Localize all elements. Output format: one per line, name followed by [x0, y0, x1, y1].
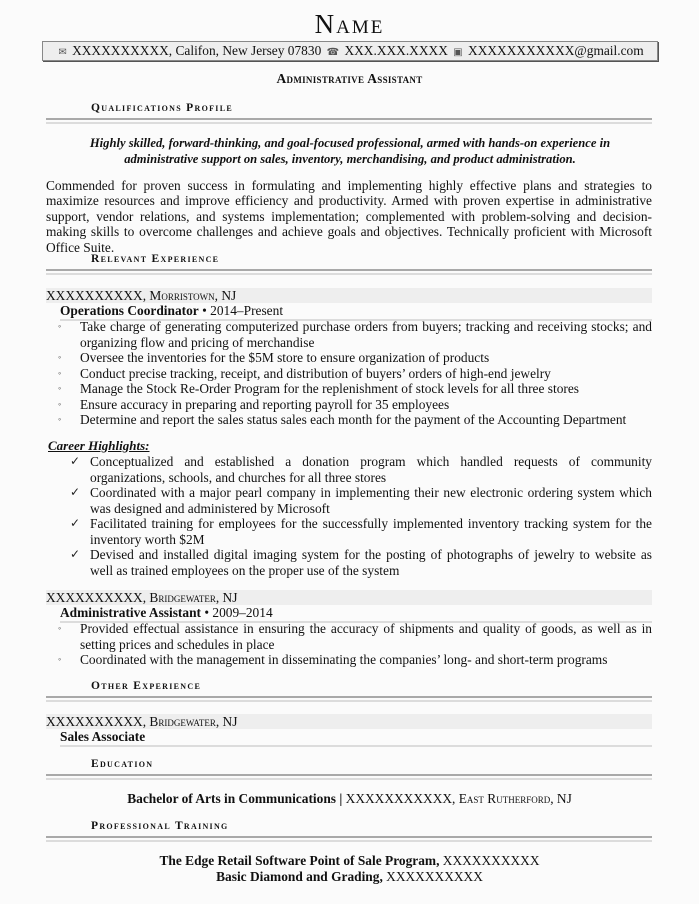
- checkmark-icon: ✓: [70, 516, 81, 530]
- list-item: ◦ Coordinated with the management in disseminating the companies’ long- and short-term programs: [58, 652, 608, 667]
- list-item: ◦ Manage the Stock Re-Order Program for the replenishment of stock levels for all three stores: [58, 381, 580, 396]
- list-item: ✓ Devised and installed digital imaging system for the posting of photographs of jewelry to website as well as trained employees on the proper use of the system: [70, 547, 652, 578]
- company-name: XXXXXXXXXX,: [46, 288, 147, 303]
- job-title: Administrative Assistant: [276, 71, 423, 86]
- company-header: [46, 590, 652, 605]
- list-item: ◦ Ensure accuracy in preparing and reporting payroll for 35 employees: [58, 396, 450, 412]
- checkmark-icon: ✓: [70, 547, 81, 561]
- company-location: Morristown, NJ: [149, 288, 237, 303]
- duties-list: [46, 621, 652, 668]
- company-name: XXXXXXXXXX,: [46, 714, 147, 729]
- role-title: Operations Coordinator: [60, 303, 199, 318]
- contact-email[interactable]: XXXXXXXXXXX@gmail.com: [468, 43, 644, 58]
- training-provider: XXXXXXXXXX: [442, 853, 540, 868]
- degree: Bachelor of Arts in Communications: [127, 791, 336, 806]
- role-dates: • 2014–Present: [202, 303, 284, 318]
- company-header: [46, 288, 652, 303]
- section-rule: [46, 836, 652, 842]
- home-icon: ✉: [58, 47, 67, 58]
- role-title: Administrative Assistant: [60, 605, 201, 620]
- role-dates: • 2009–2014: [204, 605, 273, 620]
- list-item: ◦ Oversee the inventories for the $5M store to ensure organization of products: [58, 350, 490, 365]
- company-header: [46, 714, 652, 729]
- section-rule: [46, 774, 652, 780]
- list-item: ✓ Conceptualized and established a donation program which handled requests of community organizations, schools, and churches for all three stores: [70, 454, 652, 485]
- list-item: ◦ Determine and report the sales status sales each month for the payment of the Accounting Department: [58, 412, 627, 427]
- section-heading-professional-training: Professional Training: [91, 820, 229, 832]
- checkmark-icon: ✓: [70, 485, 81, 499]
- bullet-icon: ◦: [58, 414, 62, 424]
- bullet-icon: ◦: [58, 352, 62, 362]
- list-item: ◦ Provided effectual assistance in ensuring the accuracy of shipments and quality of goods, as well as in setting prices and schedules in place: [58, 621, 652, 652]
- training-entry: [0, 853, 699, 869]
- training-provider: XXXXXXXXXX: [386, 869, 483, 884]
- school-name: XXXXXXXXXXX,: [345, 791, 456, 806]
- role-line: [60, 729, 652, 747]
- duties-list: [46, 319, 652, 428]
- checkmark-icon: ✓: [70, 454, 81, 468]
- separator: |: [339, 791, 343, 806]
- list-item: ✓ Coordinated with a major pearl company in implementing their new electronic ordering system which was designed and administered by Microsoft: [70, 485, 652, 516]
- email-icon: ▣: [453, 47, 463, 58]
- section-heading-relevant-experience: Relevant Experience: [91, 253, 220, 265]
- profile-summary: Commended for proven success in formulating and implementing highly effective plans and strategies to maximize resources and improve efficiency and productivity. Armed with proven expertise in administrative support, vendor relations, and systems implementation; complemented with problem-solving and decision-making skills to overcome challenges and achieve goals and objectives. Technically proficient with Microsoft Office Suite.: [46, 178, 652, 255]
- section-rule: [46, 118, 652, 124]
- list-item: ◦ Conduct precise tracking, receipt, and distribution of buyers’ orders of high-end jewelry: [58, 365, 551, 381]
- training-name: The Edge Retail Software Point of Sale Program,: [159, 853, 440, 868]
- company-location: Bridgewater, NJ: [149, 714, 238, 729]
- section-heading-qualifications: Qualifications Profile: [91, 102, 233, 114]
- profile-tagline: Highly skilled, forward-thinking, and goal-focused professional, armed with hands-on experience in administrative support on sales, inventory, merchandising, and product administration.: [89, 136, 611, 166]
- contact-bar: [42, 41, 658, 61]
- bullet-icon: ◦: [58, 321, 62, 331]
- section-rule: [46, 269, 652, 275]
- training-entry: [0, 869, 699, 885]
- phone-icon: ☎: [326, 47, 340, 58]
- education-entry: [0, 791, 699, 807]
- contact-address: XXXXXXXXXX, Califon, New Jersey 07830: [72, 43, 322, 58]
- bullet-icon: ◦: [58, 623, 62, 633]
- bullet-icon: ◦: [58, 367, 62, 378]
- bullet-icon: ◦: [58, 383, 62, 393]
- highlights-list: [46, 454, 652, 578]
- bullet-icon: ◦: [58, 398, 62, 409]
- company-name: XXXXXXXXXX,: [46, 590, 147, 605]
- list-item: ✓ Facilitated training for employees for the successfully implemented inventory tracking system for the inventory worth $2M: [70, 516, 652, 547]
- career-highlights-label: Career Highlights:: [48, 438, 150, 453]
- bullet-icon: ◦: [58, 654, 62, 664]
- company-location: Bridgewater, NJ: [149, 590, 238, 605]
- section-heading-education: Education: [91, 758, 154, 770]
- school-location: East Rutherford, NJ: [458, 791, 572, 806]
- section-heading-other-experience: Other Experience: [91, 680, 202, 692]
- training-name: Basic Diamond and Grading,: [216, 869, 383, 884]
- section-rule: [46, 696, 652, 702]
- role-title: Sales Associate: [60, 729, 146, 744]
- candidate-name: Name: [314, 9, 385, 39]
- contact-phone: XXX.XXX.XXXX: [344, 43, 448, 58]
- list-item: ◦ Take charge of generating computerized purchase orders from buyers; tracking and receiving stocks; and organizing flow and pricing of merchandise: [58, 319, 652, 350]
